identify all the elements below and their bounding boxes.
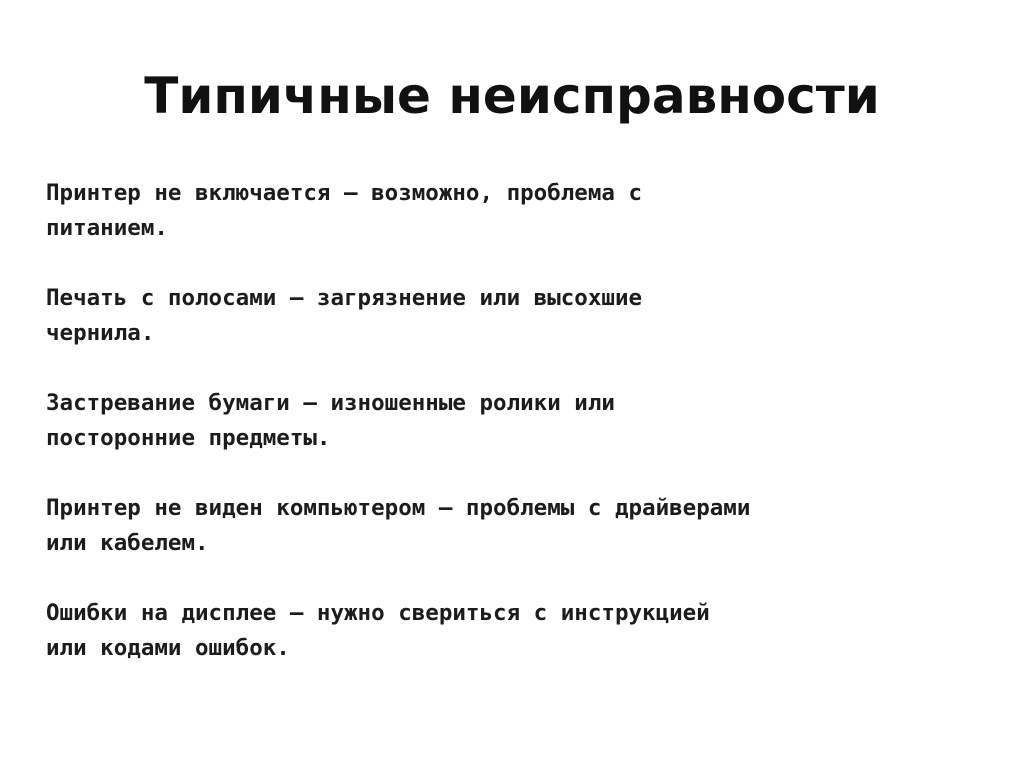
issue-item-paper-jam (46, 386, 976, 456)
issue-text-line: Принтер не виден компьютером — проблемы с драйверами (46, 495, 751, 521)
slide-title: Типичные неисправности (144, 67, 880, 125)
issue-text-line: или кабелем. (46, 530, 209, 556)
issue-item-stripes (46, 281, 976, 351)
issue-item-not-detected (46, 491, 976, 561)
issue-item-power (46, 176, 976, 246)
issue-text-line: Застревание бумаги — изношенные ролики или (46, 390, 615, 416)
issue-text-line: посторонние предметы. (46, 425, 331, 451)
issues-list (46, 176, 976, 701)
issue-text-line: питанием. (46, 215, 168, 241)
issue-item-display-errors (46, 596, 976, 666)
issue-text-line: или кодами ошибок. (46, 635, 290, 661)
issue-text-line: Ошибки на дисплее — нужно свериться с инструкцией (46, 600, 710, 626)
issue-text-line: чернила. (46, 320, 155, 346)
issue-text-line: Принтер не включается — возможно, проблема с (46, 180, 643, 206)
issue-text-line: Печать с полосами — загрязнение или высохшие (46, 285, 643, 311)
